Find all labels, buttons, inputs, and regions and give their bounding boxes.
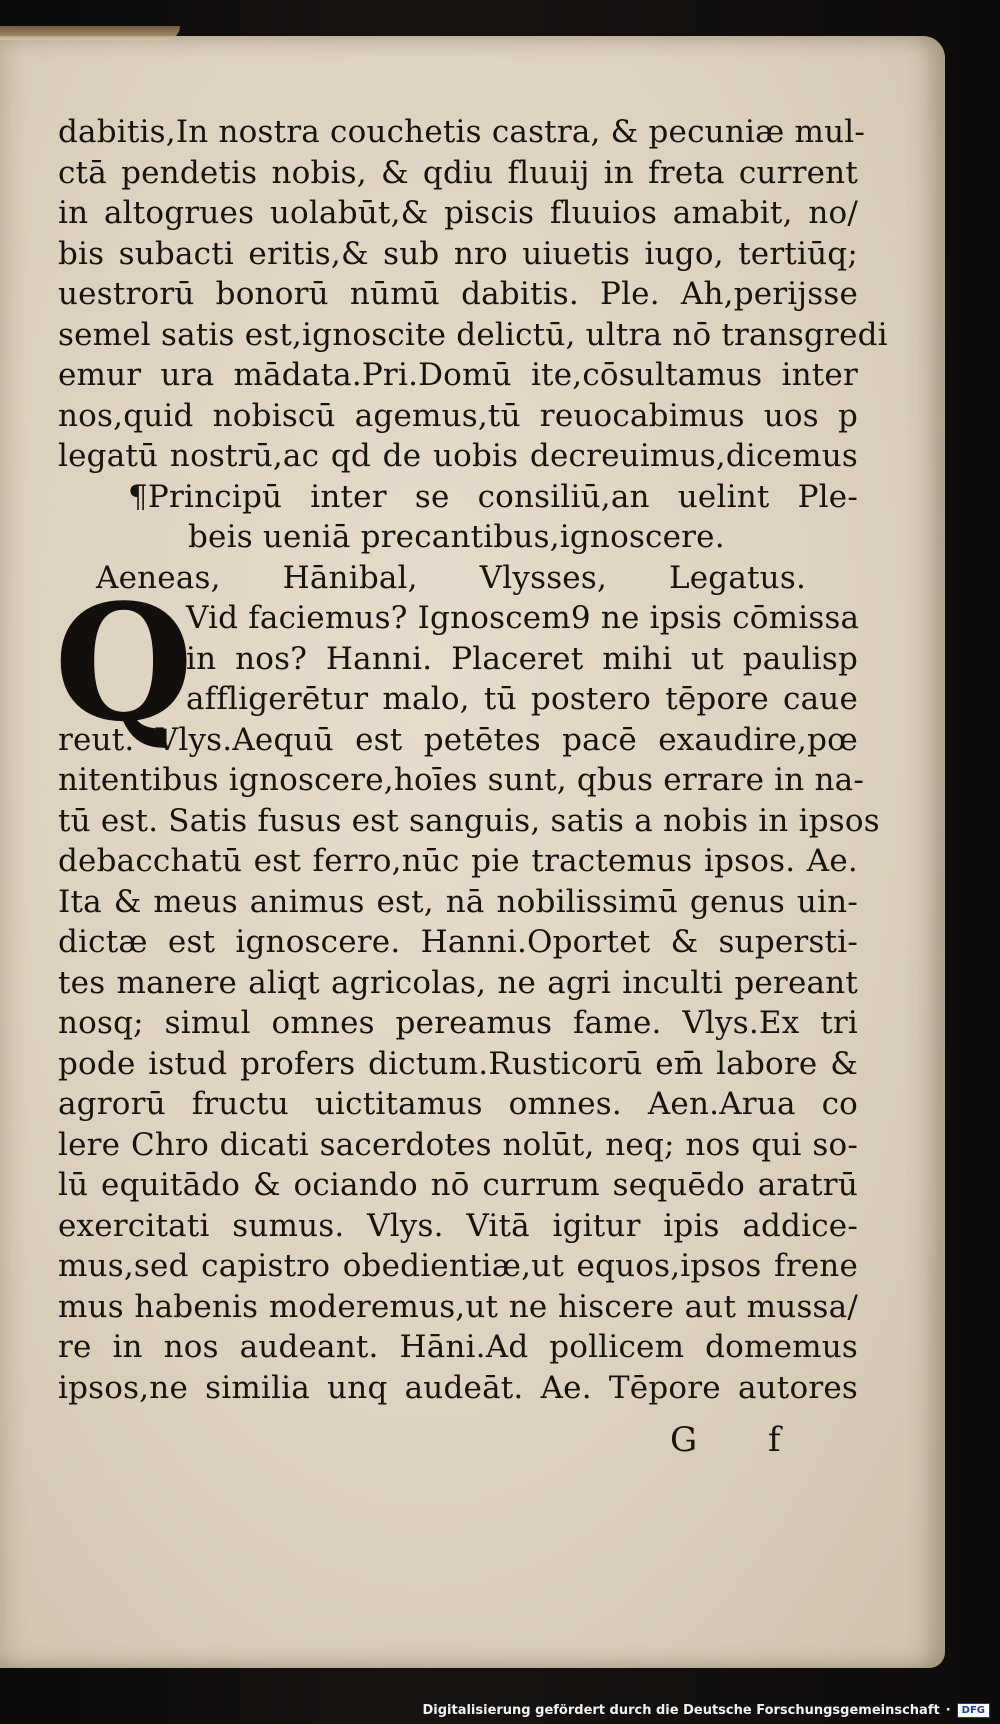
text-line: nos,quid nobiscū agemus,tū reuocabimus uos p (58, 397, 858, 434)
text-line: mus,sed capistro obedientiæ,ut equos,ipsos frene (58, 1248, 858, 1284)
text-line: dabitis,In nostra couchetis castra, & pecuniæ mul- (58, 114, 866, 150)
text-line: nosq; simul omnes pereamus fame. Vlys.Ex tri (58, 1005, 858, 1041)
text-line: nitentibus ignoscere,hoīes sunt, qbus errare in na- (58, 762, 865, 798)
text-line: Ita & meus animus est, nā nobilissimū genus uin- (58, 883, 858, 920)
text-line: agrorū fructu uictitamus omnes. Aen.Arua co (58, 1086, 858, 1122)
text-line: emur ura mādata.Pri.Domū ite,cōsultamus inter (58, 357, 858, 393)
text-line: ipsos,ne similia unq audeāt. Ae. Tēpore autores (58, 1369, 858, 1406)
text-line: debacchatū est ferro,nūc pie tractemus ipsos. Ae. (58, 843, 858, 879)
page-text (54, 112, 888, 1408)
section-heading-line: ¶Principū inter se consiliū,an uelint Ple- (128, 478, 858, 515)
digitization-footer: Digitalisierung gefördert durch die Deutsche Forschungsgemeinschaft · DFG (422, 1703, 990, 1718)
text-line: re in nos audeant. Hāni.Ad pollicem domemus (58, 1329, 858, 1365)
section-heading-line: beis ueniā precantibus,ignoscere. (188, 519, 725, 555)
text-line: tes manere aliqt agricolas, ne agri inculti pereant (58, 964, 858, 1001)
text-line: pode istud profers dictum.Rusticorū em̄ labore & (58, 1045, 858, 1082)
text-line: in nos? Hanni. Placeret mihi ut paulisp (186, 640, 858, 677)
text-line: lū equitādo & ociando nō currum sequēdo aratrū (58, 1167, 858, 1203)
dfg-logo-icon: DFG (957, 1703, 990, 1718)
signature-mark: G f (670, 1420, 811, 1460)
text-line: legatū nostrū,ac qd de uobis decreuimus,dicemus (58, 438, 858, 474)
text-line: semel satis est,ignoscite delictū, ultra nō transgredi (58, 316, 888, 353)
drop-cap-initial: Q (54, 569, 194, 757)
text-line: exercitati sumus. Vlys. Vitā igitur ipis addice- (58, 1207, 858, 1244)
text-line: bis subacti eritis,& sub nro uiuetis iugo, tertiūq; (58, 235, 858, 272)
footer-credit: Digitalisierung gefördert durch die Deutsche Forschungsgemeinschaft (422, 1703, 940, 1718)
text-line: dictæ est ignoscere. Hanni.Oportet & supersti- (58, 924, 858, 960)
text-line: reut. Vlys.Aequū est petētes pacē exaudire,pœ (58, 721, 858, 758)
speakers-line: Aeneas, Hānibal, Vlysses, Legatus. (96, 559, 806, 596)
page-edge-tear (0, 26, 180, 40)
text-line: Vid faciemus? Ignoscem9 ne ipsis cōmissa (186, 600, 860, 636)
text-line: in altogrues uolabūt,& piscis fluuios amabit, no/ (58, 195, 858, 231)
text-line: lere Chro dicati sacerdotes nolūt, neq; nos qui so- (58, 1126, 858, 1163)
text-line: mus habenis moderemus,ut ne hiscere aut mussa/ (58, 1288, 858, 1325)
text-line: affligerētur malo, tū postero tēpore caue (186, 681, 858, 717)
text-line: ctā pendetis nobis, & qdiu fluuij in freta current (58, 154, 858, 191)
text-line: uestrorū bonorū nūmū dabitis. Ple. Ah,perijsse (58, 276, 858, 312)
text-line: tū est. Satis fusus est sanguis, satis a nobis in ipsos (58, 802, 880, 839)
